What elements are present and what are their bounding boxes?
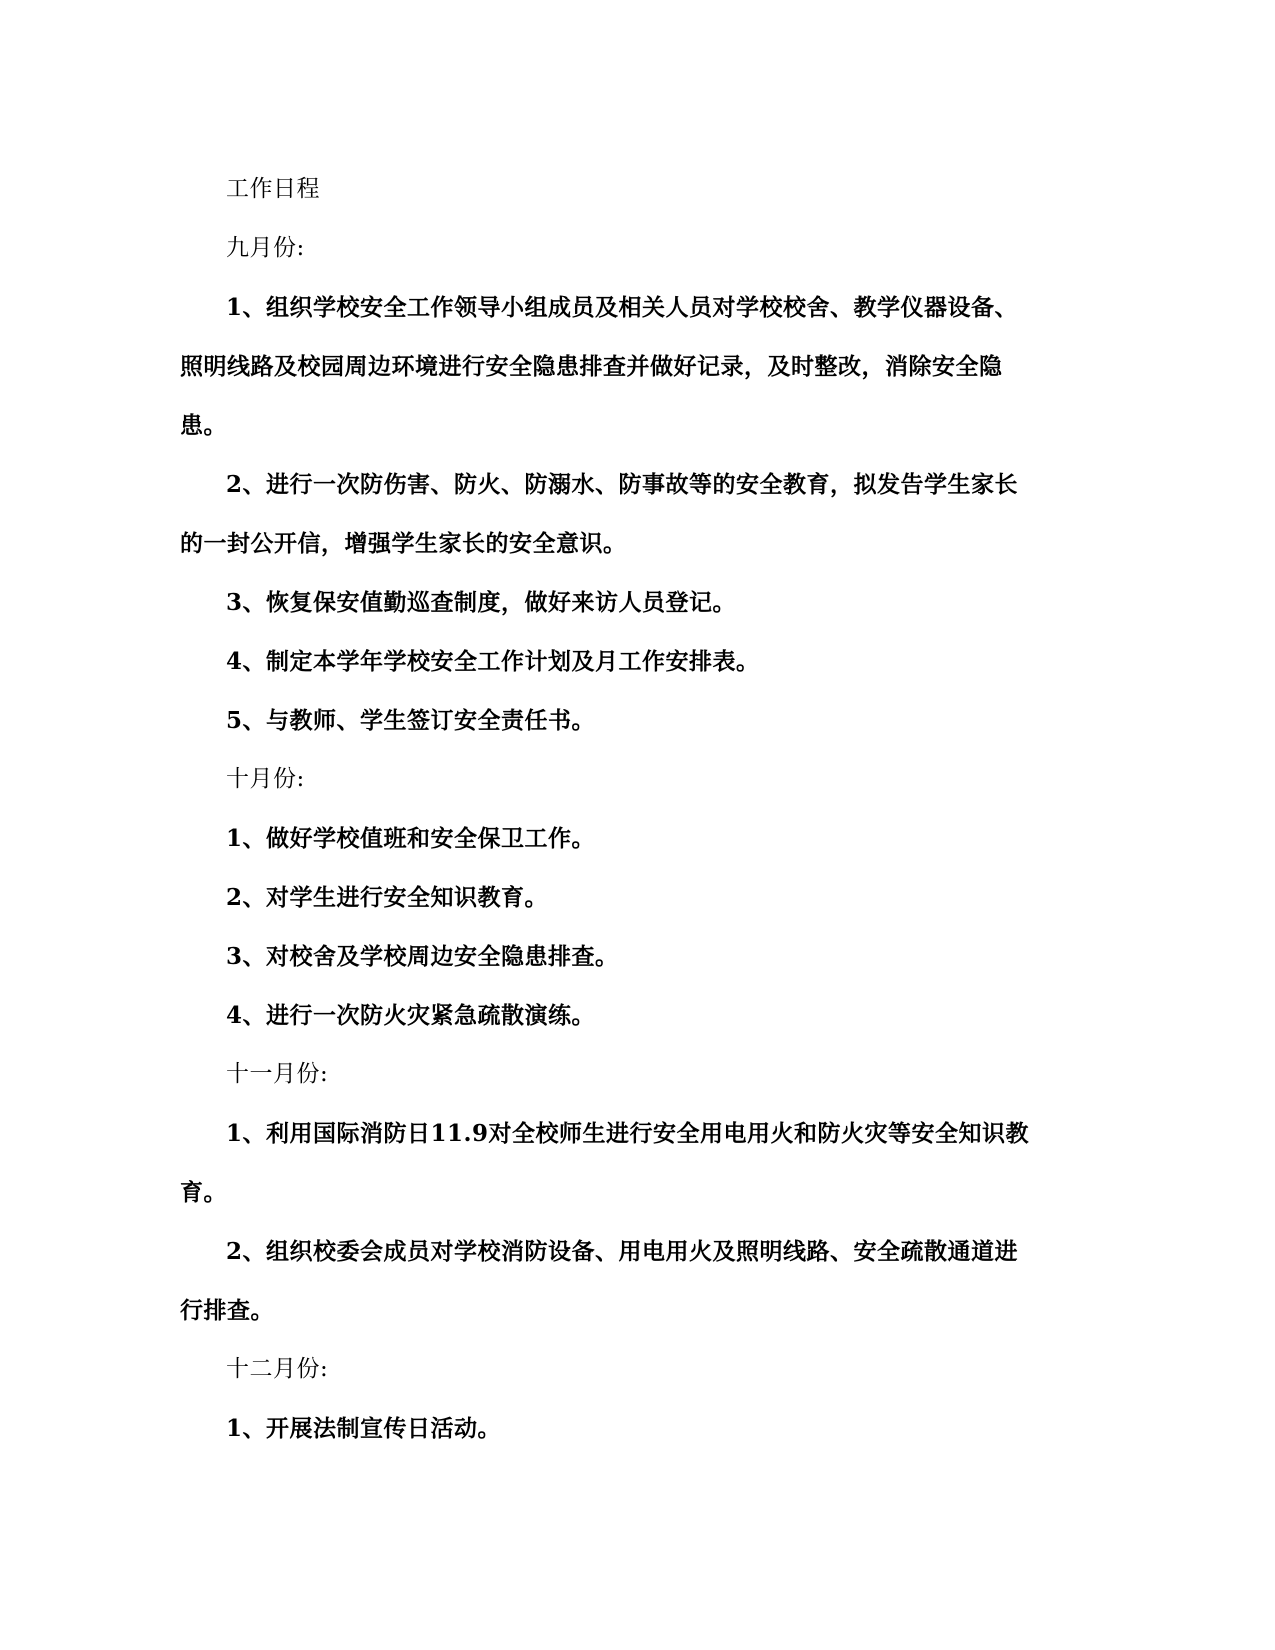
- month-heading-october: 十月份:: [226, 766, 305, 792]
- list-item: 4、制定本学年学校安全工作计划及月工作安排表。: [226, 648, 760, 675]
- list-item: 2、进行一次防伤害、防火、防溺水、防事故等的安全教育，拟发告学生家长: [226, 471, 1019, 498]
- list-item-continuation: 照明线路及校园周边环境进行安全隐患排查并做好记录，及时整改，消除安全隐: [180, 353, 1003, 380]
- list-item-continuation: 育。: [180, 1179, 227, 1206]
- list-item-continuation: 的一封公开信，增强学生家长的安全意识。: [180, 530, 627, 557]
- month-heading-november: 十一月份:: [226, 1061, 329, 1087]
- list-item: 5、与教师、学生签订安全责任书。: [226, 707, 596, 734]
- list-item: 2、对学生进行安全知识教育。: [226, 884, 549, 911]
- list-item: 1、组织学校安全工作领导小组成员及相关人员对学校校舍、教学仪器设备、: [226, 294, 1019, 321]
- list-item: 3、恢复保安值勤巡查制度，做好来访人员登记。: [226, 589, 737, 616]
- list-item: 4、进行一次防火灾紧急疏散演练。: [226, 1002, 596, 1029]
- list-item: 2、组织校委会成员对学校消防设备、用电用火及照明线路、安全疏散通道进: [226, 1238, 1019, 1265]
- list-item: 1、利用国际消防日11.9对全校师生进行安全用电用火和防火灾等安全知识教: [226, 1120, 1030, 1147]
- list-item: 1、做好学校值班和安全保卫工作。: [226, 825, 596, 852]
- list-item-continuation: 行排查。: [180, 1297, 274, 1324]
- section-heading: 工作日程: [226, 176, 320, 202]
- list-item: 1、开展法制宣传日活动。: [226, 1415, 502, 1442]
- document-body: [180, 160, 1080, 1458]
- list-item: 3、对校舍及学校周边安全隐患排查。: [226, 943, 619, 970]
- month-heading-december: 十二月份:: [226, 1356, 329, 1382]
- month-heading-september: 九月份:: [226, 235, 305, 261]
- list-item-continuation: 患。: [180, 412, 227, 439]
